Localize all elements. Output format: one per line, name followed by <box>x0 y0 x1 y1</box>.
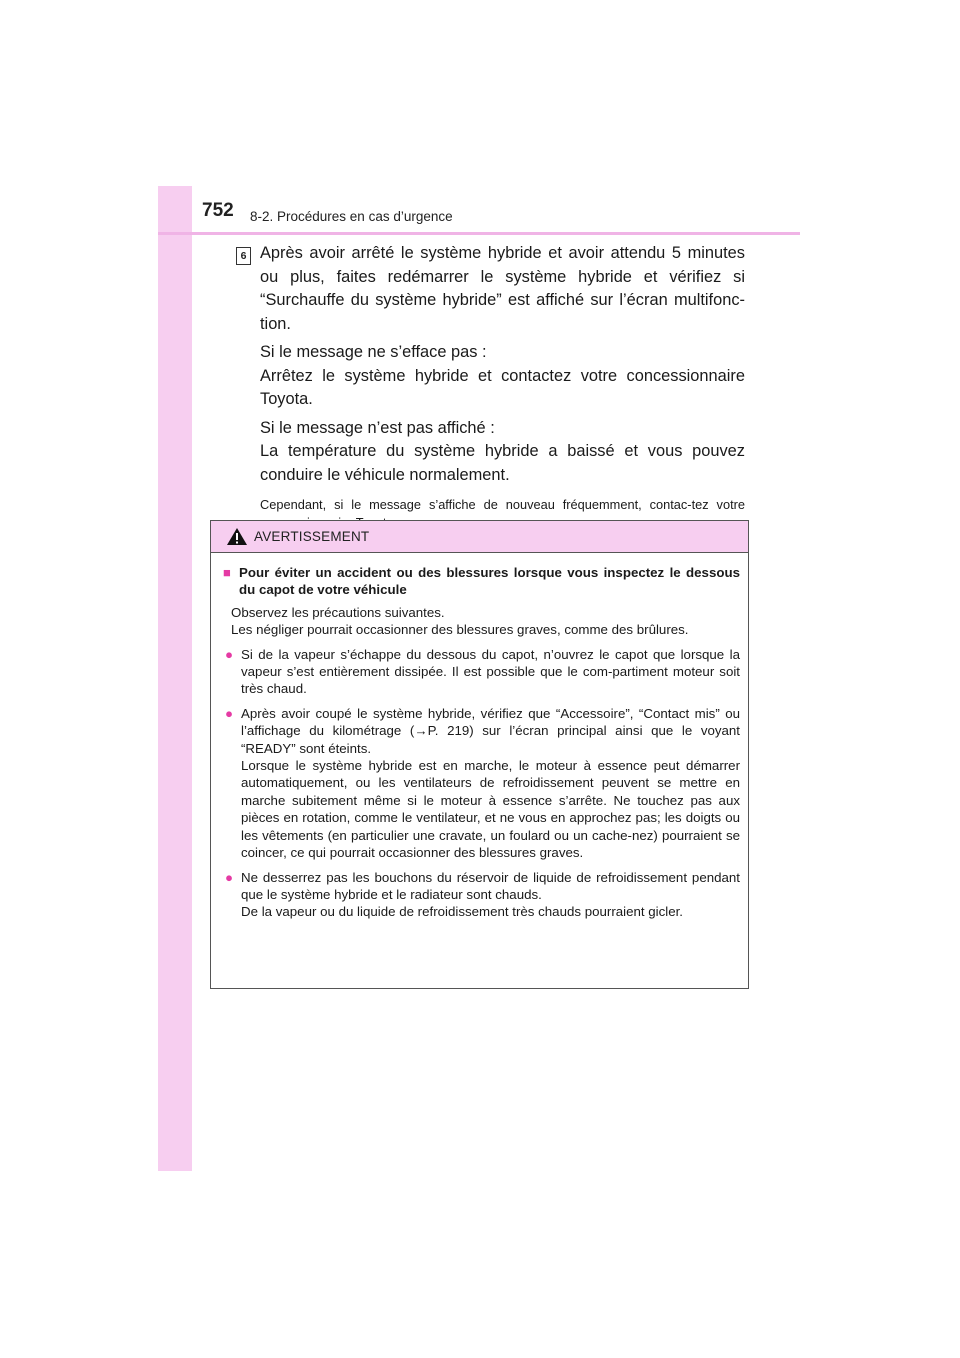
header-divider <box>158 232 800 235</box>
case1-label: Si le message ne s’efface pas : <box>260 343 487 361</box>
bullet-3-text-b: De la vapeur ou du liquide de refroidissement très chauds pourraient gicler. <box>241 904 684 920</box>
warning-intro-line1: Observez les précautions suivantes. <box>231 604 445 620</box>
step-note: Cependant, si le message s’affiche de nouveau fréquemment, contac-tez votre <box>260 497 745 512</box>
bullet-2-text-a: Après avoir coupé le système hybride, vérifiez que “Accessoire”, “Contact mis” ou l’affichage du kilométrage (→P. 219) sur l’écran principal ainsi que le voyant “READY” sont éteints. <box>241 705 740 756</box>
warning-bullet-3 <box>223 869 740 921</box>
warning-box <box>210 520 749 989</box>
case1-text: Arrêtez le système hybride et contactez votre concessionnaire Toyota. <box>260 366 745 408</box>
step-intro: Après avoir arrêté le système hybride et avoir attendu 5 minutes ou plus, faites redémarrer le système hybride et vérifiez si “Surchauffe du système hybride” est affiché sur l’écran multifonc-tion. <box>260 244 745 333</box>
warning-intro <box>231 604 740 639</box>
page-number: 752 <box>202 200 234 221</box>
case2-label: Si le message n’est pas affiché : <box>260 418 495 437</box>
warning-heading <box>223 564 740 599</box>
step-number-badge: 6 <box>236 247 251 265</box>
warning-header <box>211 521 748 553</box>
bullet-2-text-b: Lorsque le système hybride est en marche, le moteur à essence peut démarrer automatiquement, ou les ventilateurs de refroidissement peuvent se mettre en marche subitement même si le moteur à essence s’arrête. Ne touchez pas aux pièces en rotation, comme le ventilateur, et ne vous en approchez pas; les doigts ou les vêtements (en particulier une cravate, un foulard ou un cache-nez) pourraient se coincer, ce qui pourrait occasionner des blessures graves. <box>241 758 740 861</box>
warning-bullet-2 <box>223 705 740 862</box>
square-bullet-icon: ■ <box>223 565 231 580</box>
warning-title: AVERTISSEMENT <box>254 529 370 544</box>
bullet-1-text: Si de la vapeur s’échappe du dessous du capot, n’ouvrez le capot que lorsque la vapeur s’est entièrement dissipée. Il est possible que le com-partiment moteur soit très chaud. <box>241 646 740 697</box>
round-bullet-icon: ● <box>225 646 234 662</box>
step-body <box>260 242 745 531</box>
section-title: 8-2. Procédures en cas d’urgence <box>250 209 453 224</box>
round-bullet-icon: ● <box>225 705 234 721</box>
round-bullet-icon: ● <box>225 869 234 885</box>
bullet-3-text-a: Ne desserrez pas les bouchons du réservoir de liquide de refroidissement pendant que le système hybride et le radiateur sont chauds. <box>241 869 740 902</box>
side-tab-band <box>158 186 192 1171</box>
warning-intro-line2: Les négliger pourrait occasionner des blessures graves, comme des brûlures. <box>231 622 689 638</box>
warning-heading-text: Pour éviter un accident ou des blessures lorsque vous inspectez le dessous du capot de votre véhicule <box>239 565 740 598</box>
warning-bullet-1 <box>223 646 740 698</box>
warning-content <box>211 553 748 921</box>
warning-triangle-icon <box>226 527 248 546</box>
case2-text: La température du système hybride a baissé et vous pouvez conduire le véhicule normalement. <box>260 442 745 484</box>
